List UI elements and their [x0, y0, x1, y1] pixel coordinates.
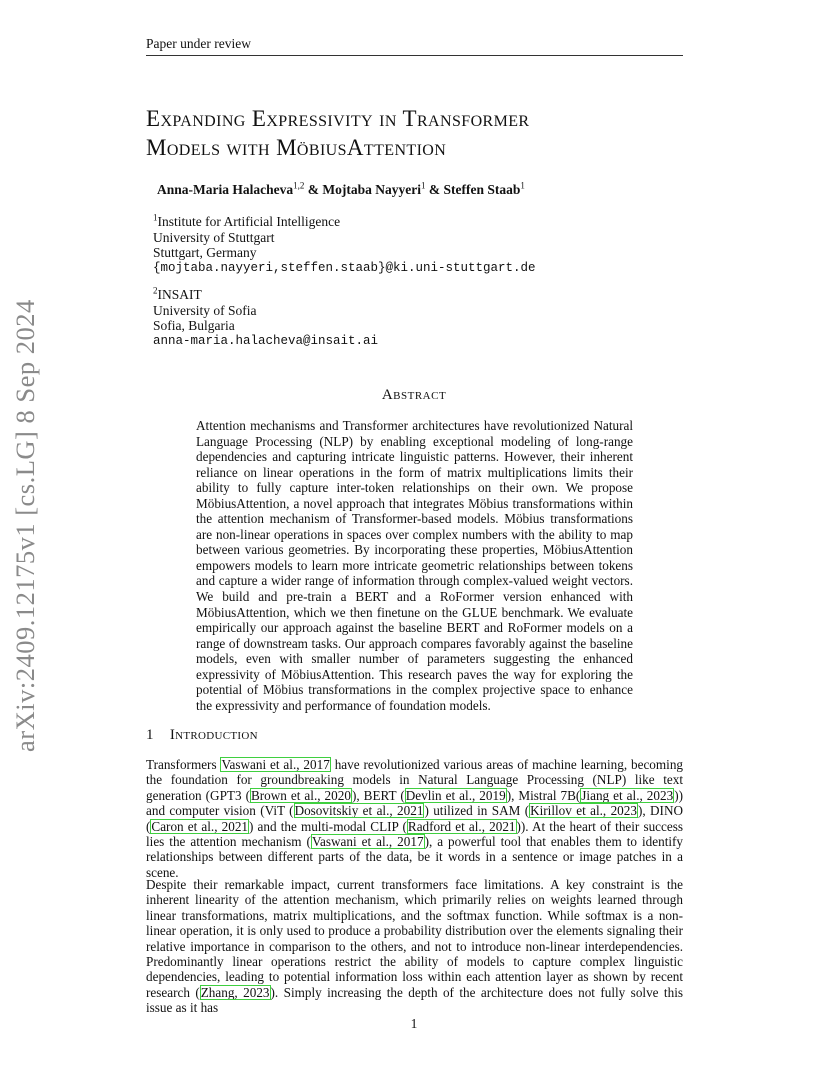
text-run: ) utilized in SAM ( [424, 803, 530, 819]
citation-link[interactable]: Zhang, 2023 [200, 984, 270, 1000]
citation-link[interactable]: Caron et al., 2021 [151, 818, 249, 834]
text-run: ). Simply increasing the depth of the architecture does not fully solve this issue as it has [146, 984, 683, 1016]
affiliation-line: Sofia, Bulgaria [153, 318, 235, 333]
affiliation-block [153, 287, 378, 349]
paper-title [146, 104, 686, 162]
text-run: ), Mistral 7B( [506, 787, 581, 803]
affiliation-org: Institute for Artificial Intelligence [157, 214, 341, 229]
citation-link[interactable]: Jiang et al., 2023 [581, 787, 674, 803]
author-affiliation-mark: 1 [520, 180, 525, 191]
paragraph [146, 757, 683, 880]
citation-link[interactable]: Dosovitskiy et al., 2021 [294, 803, 424, 819]
section-title: Introduction [169, 727, 258, 743]
affiliation-org: INSAIT [157, 287, 202, 302]
citation-link[interactable]: Radford et al., 2021 [407, 818, 516, 834]
citation-link[interactable]: Brown et al., 2020 [250, 787, 351, 803]
text-run: ) and the multi-modal CLIP ( [249, 818, 407, 834]
affiliation-block [153, 214, 536, 276]
text-run: Transformers [146, 757, 221, 772]
author-name: Steffen Staab [443, 182, 521, 197]
affiliation-email[interactable]: {mojtaba.nayyeri,steffen.staab}@ki.uni-stuttgart.de [153, 260, 536, 275]
author-affiliation-mark: 1 [420, 180, 426, 191]
text-run: )). At the heart of their success lies the attention mechanism ( [146, 818, 683, 850]
text-run: have revolutionized various areas of machine learning, becoming the foundation for groundbreaking models in Natural Language Processing (NLP) like text generation (GPT3 ( [146, 757, 684, 803]
section-number: 1 [146, 727, 154, 743]
citation-link[interactable]: Devlin et al., 2019 [405, 787, 506, 803]
title-line-2: Models with MöbiusAttention [146, 135, 447, 160]
affiliation-line: University of Stuttgart [153, 229, 275, 245]
title-line-1: Expanding Expressivity in Transformer [146, 106, 530, 131]
affiliation-mark: 1 [153, 212, 158, 223]
citation-link[interactable]: Vaswani et al., 2017 [221, 757, 330, 772]
abstract-heading: Abstract [381, 387, 447, 403]
section-heading [146, 727, 258, 744]
paragraph [146, 877, 683, 1016]
affiliation-line: University of Sofia [153, 302, 257, 318]
arxiv-identifier: arXiv:2409.12175v1 [cs.LG] 8 Sep 2024 [10, 299, 40, 752]
citation-link[interactable]: Kirillov et al., 2023 [530, 803, 637, 819]
author-name: Anna-Maria Halacheva [157, 182, 294, 197]
running-header: Paper under review [146, 36, 683, 56]
text-run: ), DINO ( [146, 803, 683, 834]
affiliation-mark: 2 [153, 285, 158, 296]
abstract-text: Attention mechanisms and Transformer architectures have revolutionized Natural Language Processing (NLP) by enabling exceptional modeling of long-range dependencies and capturing intricate linguistic patterns. However, their inherent reliance on linear operations in the form of matrix multiplications limits their ability to fully capture inter-token relationships on their own. We propose MöbiusAttention, a novel approach that integrates Möbius transformations within the attention mechanism of Transformer-based models. Möbius transformations are non-linear operations in spaces over complex numbers with the ability to map between various geometries. By incorporating these properties, MöbiusAttention empowers models to learn more intricate geometric relationships between tokens and capture a wider range of information through complex-valued weight vectors. We build and pre-train a BERT and a RoFormer version enhanced with MöbiusAttention, which we then finetune on the GLUE benchmark. We evaluate empirically our approach against the baseline BERT and RoFormer models on a range of downstream tasks. Our approach compares favorably against the baseline models, even with smaller number of parameters suggesting the enhanced expressivity of MöbiusAttention. This research paves the way for exploring the potential of Möbius transformations in the complex projective space to enhance the expressivity and performance of foundation models. [196, 418, 633, 713]
text-run: ), a powerful tool that enables them to identify relationships between different parts of the data, be it words in a sentence or image patches in a scene. [146, 834, 684, 880]
text-run: ), BERT ( [351, 787, 405, 803]
author-name: Mojtaba Nayyeri [322, 182, 421, 197]
text-run: )) and computer vision (ViT ( [146, 787, 683, 819]
affiliation-email[interactable]: anna-maria.halacheva@insait.ai [153, 333, 379, 348]
affiliation-line: Stuttgart, Germany [153, 245, 257, 260]
author-list [157, 182, 525, 198]
author-separator: & [304, 182, 323, 197]
author-affiliation-mark: 1,2 [293, 180, 305, 191]
page-number: 1 [410, 1016, 418, 1031]
text-run: Despite their remarkable impact, current transformers face limitations. A key constraint is the inherent linearity of the attention mechanism, which primarily relies on weights learned through linear transformations, matrix multiplications, and the softmax function. While softmax is a non-linear operation, it is only used to produce a probability distribution over the elements signaling their relative importance in comparison to the others, and not to introduce non-linear interdependencies. Predominantly linear operations restrict the ability of models to capture complex linguistic dependencies, leading to potential information loss within each attention layer as shown by recent research ( [146, 877, 683, 1000]
citation-link[interactable]: Vaswani et al., 2017 [311, 834, 424, 850]
author-separator: & [425, 182, 444, 197]
